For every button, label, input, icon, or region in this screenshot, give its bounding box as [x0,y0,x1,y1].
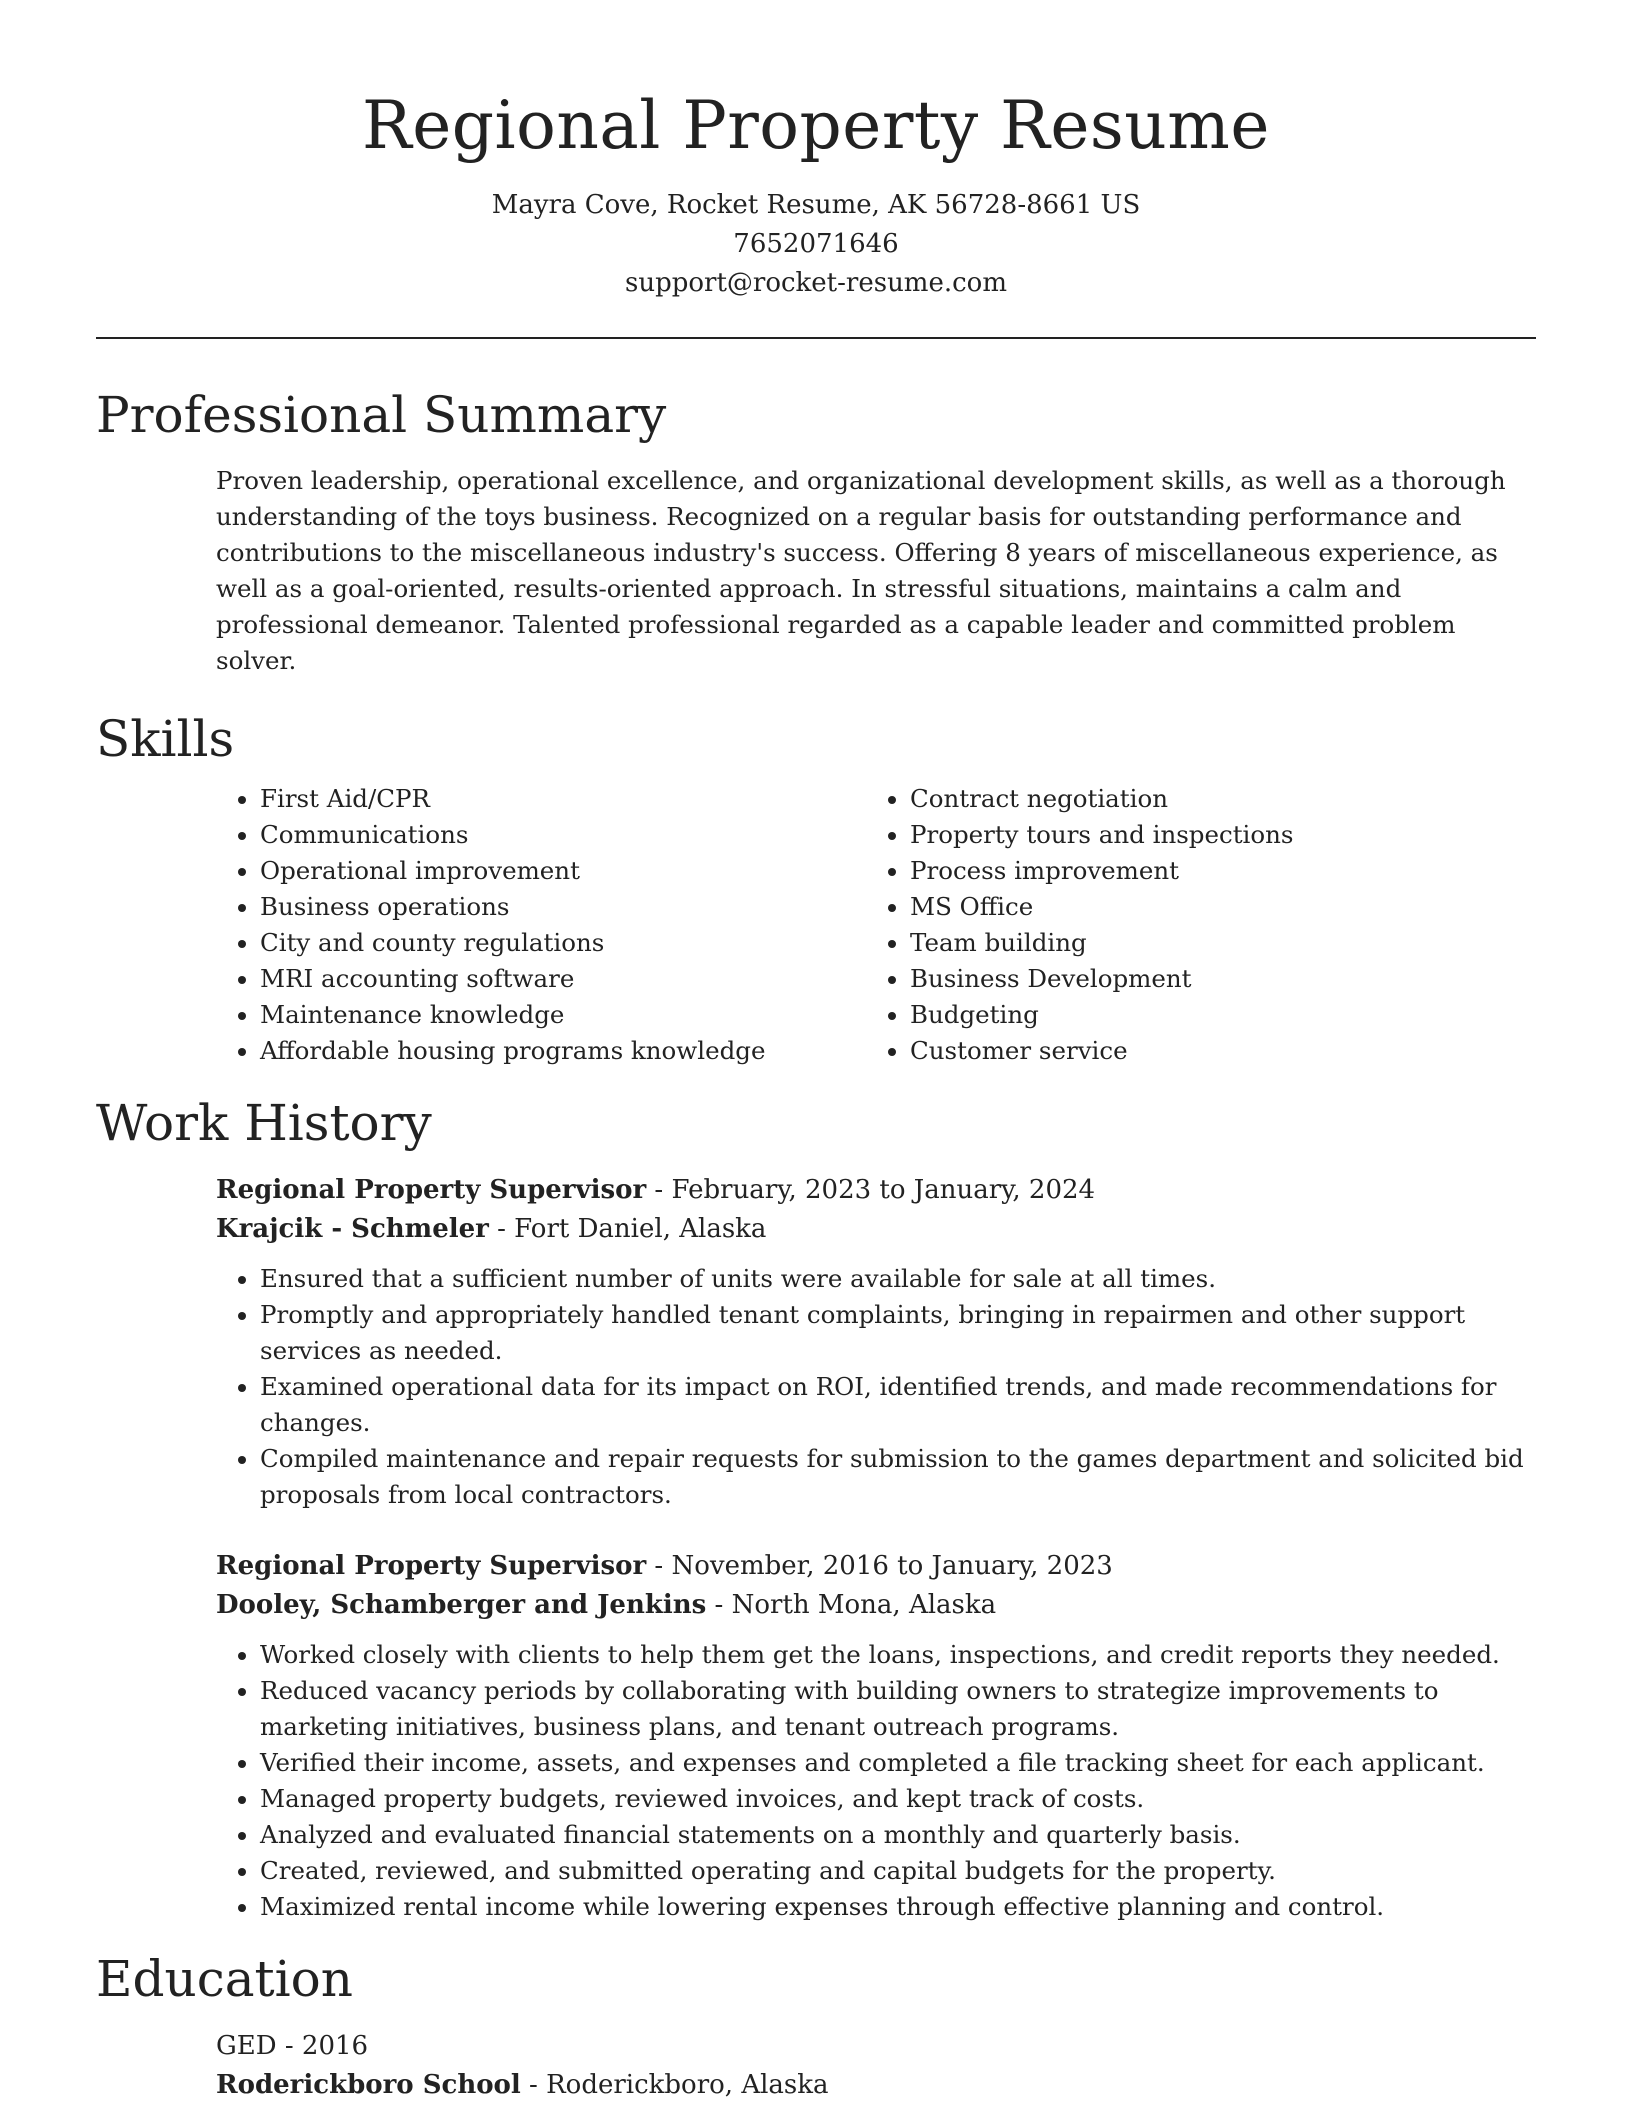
skill-item: • Affordable housing programs knowledge [260,1033,866,1069]
education-school-line [216,2066,1536,2105]
skill-item: • City and county regulations [260,925,866,961]
work-history-section [96,1091,1536,1925]
education-school: Roderickboro School [216,2070,521,2100]
skill-item: • Process improvement [910,853,1536,889]
skill-item: • Communications [260,817,866,853]
job-bullet: • Reduced vacancy periods by collaborating with building owners to strategize improvements to marketing initiatives, business plans, and tenant outreach programs. [260,1673,1536,1745]
job-company: Krajcik - Schmeler [216,1214,489,1244]
education-heading: Education [96,1950,353,2008]
contact-email: support@rocket-resume.com [624,268,1007,298]
job-company: Dooley, Schamberger and Jenkins [216,1590,707,1620]
job-bullet: • Maximized rental income while lowering expenses through effective planning and control. [260,1889,1536,1925]
skill-item: • Contract negotiation [910,781,1536,817]
job-entry [216,1547,1536,1925]
skill-item: • First Aid/CPR [260,781,866,817]
job-entry [216,1171,1536,1513]
skill-item: • Budgeting [910,997,1536,1033]
skills-list-right [866,781,1536,1069]
job-dates: - November, 2016 to January, 2023 [646,1551,1113,1581]
skill-item: • Customer service [910,1033,1536,1069]
skills-section [96,707,1536,1069]
education-year: - 2016 [276,2031,369,2061]
education-location: - Roderickboro, Alaska [520,2070,829,2100]
job-title: Regional Property Supervisor [216,1551,647,1581]
skill-item: • Operational improvement [260,853,866,889]
contact-phone: 7652071646 [733,229,899,259]
job-title-line [216,1171,1536,1210]
job-location: - North Mona, Alaska [706,1590,997,1620]
work-history-heading: Work History [96,1094,432,1152]
skills-heading: Skills [96,710,235,768]
education-degree: GED [216,2031,277,2061]
skill-item: • Business Development [910,961,1536,997]
summary-heading: Professional Summary [96,386,667,444]
job-company-line [216,1586,1536,1625]
professional-summary-section [96,383,1536,679]
job-bullet: • Verified their income, assets, and expenses and completed a file tracking sheet for each applicant. [260,1745,1536,1781]
education-degree-line [216,2027,1536,2066]
job-bullet: • Promptly and appropriately handled tenant complaints, bringing in repairmen and other support services as needed. [260,1297,1536,1369]
skill-item: • MRI accounting software [260,961,866,997]
job-bullet: • Worked closely with clients to help them get the loans, inspections, and credit reports they needed. [260,1637,1536,1673]
job-title: Regional Property Supervisor [216,1175,647,1205]
education-entry [216,2027,1536,2105]
job-bullet: • Compiled maintenance and repair requests for submission to the games department and solicited bid proposals from local contractors. [260,1441,1536,1513]
skill-item: • Team building [910,925,1536,961]
resume-header [96,0,1536,303]
contact-address: Mayra Cove, Rocket Resume, AK 56728-8661 US [491,190,1141,220]
job-bullet: • Examined operational data for its impact on ROI, identified trends, and made recommendations for changes. [260,1369,1536,1441]
header-divider [96,337,1536,339]
job-bullets [216,1261,1536,1513]
resume-title: Regional Property Resume [362,87,1270,164]
job-bullet: • Ensured that a sufficient number of units were available for sale at all times. [260,1261,1536,1297]
job-title-line [216,1547,1536,1586]
job-dates: - February, 2023 to January, 2024 [646,1175,1096,1205]
education-section [96,1947,1536,2105]
job-bullet: • Managed property budgets, reviewed invoices, and kept track of costs. [260,1781,1536,1817]
summary-text: Proven leadership, operational excellence, and organizational development skills, as well as a thorough understanding of the toys business. Recognized on a regular basis for outstanding performance and contributions to the miscellaneous industry's success. Offering 8 years of miscellaneous experience, as well as a goal-oriented, results-oriented approach. In stressful situations, maintains a calm and professional demeanor. Talented professional regarded as a capable leader and committed problem solver. [216,466,1506,675]
job-location: - Fort Daniel, Alaska [488,1214,767,1244]
job-bullet: • Analyzed and evaluated financial statements on a monthly and quarterly basis. [260,1817,1536,1853]
skill-item: • Business operations [260,889,866,925]
contact-info [96,186,1536,303]
skills-grid [216,781,1536,1069]
job-company-line [216,1210,1536,1249]
job-bullet: • Created, reviewed, and submitted operating and capital budgets for the property. [260,1853,1536,1889]
skill-item: • Property tours and inspections [910,817,1536,853]
skill-item: • MS Office [910,889,1536,925]
skill-item: • Maintenance knowledge [260,997,866,1033]
job-bullets [216,1637,1536,1925]
skills-list-left [216,781,866,1069]
